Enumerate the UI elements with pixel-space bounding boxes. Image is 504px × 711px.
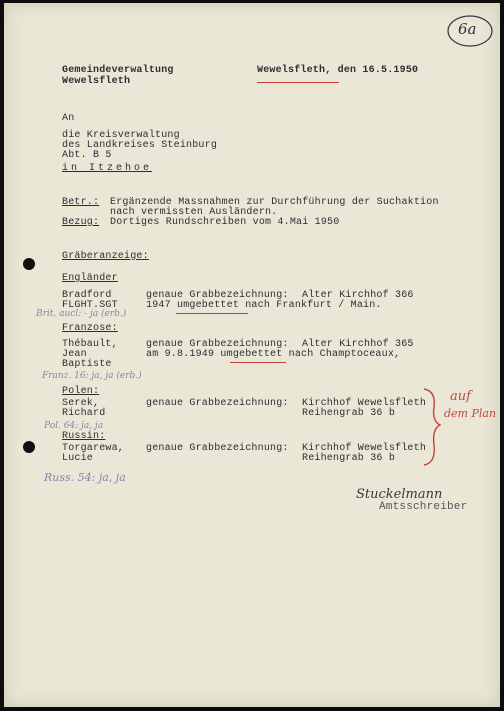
name-baptiste: Baptiste bbox=[62, 359, 112, 370]
name-jean: Jean bbox=[62, 349, 87, 360]
grave-detail-2b: am 9.8.1949 umgebettet nach Champtoceaux, bbox=[146, 349, 401, 360]
grave-label-4: genaue Grabbezeichnung: bbox=[146, 443, 289, 454]
note-poland: Pol. 64: ja, ja bbox=[44, 421, 104, 431]
margin-bracket bbox=[420, 387, 444, 467]
note-france: Franz. 16: ja, ja (erb.) bbox=[42, 371, 142, 381]
name-torgarewa: Torgarewa, bbox=[62, 443, 125, 454]
punch-hole-top bbox=[23, 258, 35, 270]
sender-line2: Wewelsfleth bbox=[62, 76, 131, 87]
recipient-line2: des Landkreises Steinburg bbox=[62, 140, 218, 151]
date-underline bbox=[257, 82, 339, 83]
grave-detail-4a: Kirchhof Wewelsfleth bbox=[302, 443, 427, 454]
grave-detail-1a: Alter Kirchhof 366 bbox=[302, 290, 414, 301]
name-lucie: Lucie bbox=[62, 453, 94, 464]
bezug-text: Dortiges Rundschreiben vom 4.Mai 1950 bbox=[110, 217, 340, 228]
betr-label: Betr.: bbox=[62, 197, 100, 208]
page-number: 6a bbox=[458, 20, 477, 38]
name-bradford: Bradford bbox=[62, 290, 112, 301]
grave-label-2: genaue Grabbezeichnung: bbox=[146, 339, 289, 350]
section-title: Gräberanzeige: bbox=[62, 251, 149, 262]
grave-detail-1b: 1947 umgebettet nach Frankfurt / Main. bbox=[146, 300, 382, 311]
margin-note-line1: auf bbox=[450, 389, 471, 404]
betr-line2: nach vermissten Ausländern. bbox=[110, 207, 278, 218]
betr-line1: Ergänzende Massnahmen zur Durchführung der Suchaktion bbox=[110, 197, 439, 208]
nation-heading-poland: Polen: bbox=[62, 386, 100, 397]
grave-label-1: genaue Grabbezeichnung: bbox=[146, 290, 289, 301]
document-page bbox=[4, 3, 500, 707]
name-richard: Richard bbox=[62, 408, 106, 419]
signature-handwritten: Stuckelmann bbox=[356, 487, 443, 502]
grave-detail-4b: Reihengrab 36 b bbox=[302, 453, 396, 464]
recipient-line1: die Kreisverwaltung bbox=[62, 130, 180, 141]
note-russia: Russ. 54: ja, ja bbox=[44, 471, 126, 484]
note-england: Brit. aucl: - ja (erb.) bbox=[36, 309, 127, 319]
recipient-an: An bbox=[62, 113, 75, 124]
grave-detail-3a: Kirchhof Wewelsfleth bbox=[302, 398, 427, 409]
nation-heading-france: Franzose: bbox=[62, 323, 118, 334]
grave-label-3: genaue Grabbezeichnung: bbox=[146, 398, 289, 409]
rank-bradford: FLGHT.SGT bbox=[62, 300, 118, 311]
margin-note-line2: dem Plan bbox=[444, 407, 497, 420]
umgebettet-underline-2 bbox=[230, 362, 286, 363]
name-serek: Serek, bbox=[62, 398, 100, 409]
signature-title: Amtsschreiber bbox=[379, 501, 468, 513]
grave-detail-3b: Reihengrab 36 b bbox=[302, 408, 396, 419]
sender-line1: Gemeindeverwaltung bbox=[62, 65, 174, 76]
recipient-line3: Abt. B 5 bbox=[62, 150, 112, 161]
grave-detail-2a: Alter Kirchhof 365 bbox=[302, 339, 414, 350]
punch-hole-bottom bbox=[23, 441, 35, 453]
name-thebault: Thébault, bbox=[62, 339, 118, 350]
nation-heading-russia: Russin: bbox=[62, 431, 106, 442]
date-line: Wewelsfleth, den 16.5.1950 bbox=[257, 65, 419, 76]
nation-heading-england: Engländer bbox=[62, 273, 118, 284]
recipient-city: in Itzehoe bbox=[62, 163, 153, 174]
bezug-label: Bezug: bbox=[62, 217, 100, 228]
umgebettet-underline-1 bbox=[176, 313, 248, 314]
